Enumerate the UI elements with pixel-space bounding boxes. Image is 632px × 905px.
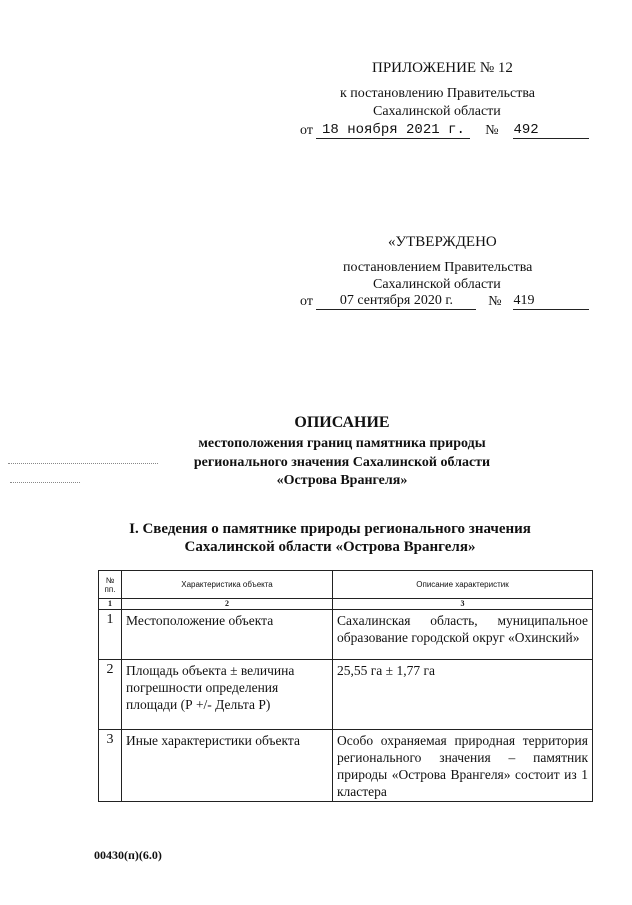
approval-number-field: 419 (513, 293, 589, 310)
scan-noise-mark (10, 482, 80, 483)
document-code: 00430(п)(6.0) (94, 848, 162, 862)
approval-line-2: Сахалинской области (373, 277, 501, 292)
appendix-number-sign: № (485, 123, 499, 138)
appendix-date-prefix: от (300, 123, 313, 138)
column-number: 1 (99, 599, 122, 610)
appendix-line-2: Сахалинской области (373, 104, 501, 119)
row-num: 1 (99, 610, 122, 660)
row-description: Особо охраняемая природная территория регионального значения – памятник природы «Острова Врангеля» состоит из 1 кластера (333, 730, 593, 802)
section-title-line-2: Сахалинской области «Острова Врангеля» (184, 539, 476, 555)
table-row (99, 610, 593, 660)
table-row (99, 660, 593, 730)
table-header-row (99, 571, 593, 599)
row-num: 2 (99, 660, 122, 730)
row-characteristic: Иные характеристики объекта (122, 730, 333, 802)
row-num: 3 (99, 730, 122, 802)
approval-date-row (300, 293, 589, 310)
row-characteristic: Местоположение объекта (122, 610, 333, 660)
description-line-1: местоположения границ памятника природы (198, 436, 486, 451)
header-num: № пп. (99, 571, 122, 599)
approval-number-sign: № (488, 294, 502, 309)
description-line-3: «Острова Врангеля» (276, 473, 408, 488)
approval-date-field: 07 сентября 2020 г. (316, 293, 476, 310)
header-description: Описание характеристик (333, 571, 593, 599)
scan-noise-mark (8, 463, 158, 464)
description-line-2: регионального значения Сахалинской области (193, 455, 491, 470)
row-characteristic: Площадь объекта ± величина погрешности определения площади (Р +/- Дельта Р) (122, 660, 333, 730)
header-characteristic: Характеристика объекта (122, 571, 333, 599)
column-number: 2 (122, 599, 333, 610)
appendix-title: ПРИЛОЖЕНИЕ № 12 (372, 60, 513, 76)
appendix-line-1: к постановлению Правительства (340, 86, 536, 101)
object-info-table (98, 570, 593, 802)
appendix-number-field: 492 (513, 122, 589, 139)
row-description: Сахалинская область, муниципальное образование городской округ «Охинский» (333, 610, 593, 660)
description-title: ОПИСАНИЕ (294, 414, 390, 431)
approval-title: «УТВЕРЖДЕНО (388, 234, 497, 250)
section-title-line-1: I. Сведения о памятнике природы регионального значения (129, 521, 531, 537)
table-row (99, 730, 593, 802)
appendix-date-row (300, 122, 589, 139)
approval-date-prefix: от (300, 294, 313, 309)
row-description: 25,55 га ± 1,77 га (333, 660, 593, 730)
column-number: 3 (333, 599, 593, 610)
table-column-numbers-row (99, 599, 593, 610)
appendix-date-field: 18 ноября 2021 г. (316, 122, 470, 139)
approval-line-1: постановлением Правительства (343, 260, 533, 275)
